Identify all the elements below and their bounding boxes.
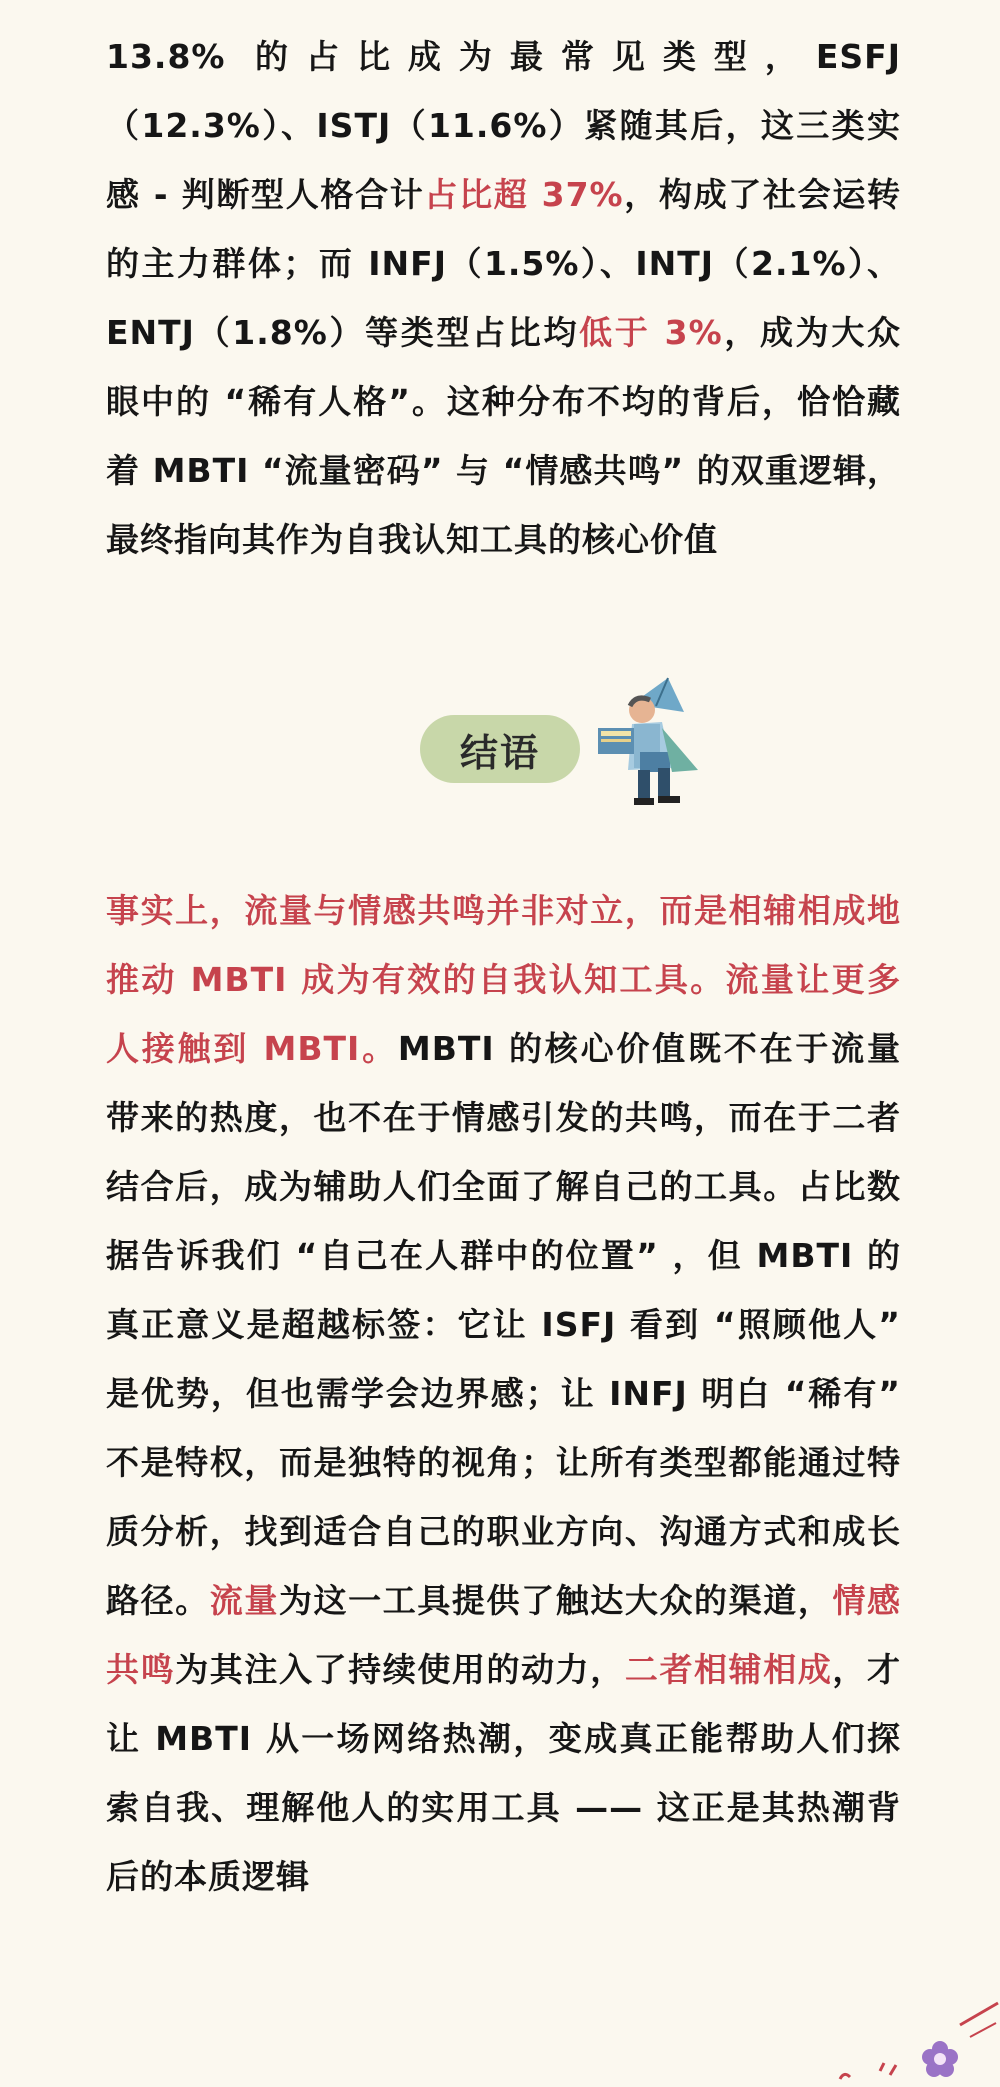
highlight-segment: 低于 3% [579,313,723,352]
conclusion-paragraph [106,876,901,1911]
text-segment: 为这一工具提供了触达大众的渠道， [278,1581,833,1620]
text-segment: ，构成了社会运转的主力群体；而 INFJ（1.5%）、INTJ（2.1%）、ENTJ（1.8%）等类型占比均 [106,175,902,352]
intro-paragraph [106,22,901,574]
text-segment: ，才让 MBTI 从一场网络热潮，变成真正能帮助人们探索自我、理解他人的实用工具 —— 这正是其热潮背后的本质逻辑 [106,1650,902,1896]
text-segment: 为其注入了持续使用的动力， [175,1650,625,1689]
section-heading-pill [420,715,580,783]
highlight-segment: 事实上，流量与情感共鸣并非对立，而是相辅相成地推动 MBTI 成为有效的自我认知工具。流量让更多人接触到 MBTI。 [106,891,901,1068]
flower-doodle-icon [820,1967,1000,2087]
text-segment: MBTI 的核心价值既不在于流量带来的热度，也不在于情感引发的共鸣，而在于二者结合后，成为辅助人们全面了解自己的工具。占比数据告诉我们 “自己在人群中的位置” ，但 MBTI 的真正意义是超越标签：它让 ISFJ 看到 “照顾他人” 是优势，但也需学会边界感；让 INFJ 明白 “稀有” 不是特权，而是独特的视角；让所有类型都能通过特质分析，找到适合自己的职业方向、沟通方式和成长路径。 [106,1029,901,1620]
text-segment: ，成为大众眼中的 “稀有人格”。这种分布不均的背后，恰恰藏着 MBTI “流量密码” 与 “情感共鸣” 的双重逻辑，最终指向其作为自我认知工具的核心价值 [106,313,901,559]
highlight-segment: 流量 [209,1581,279,1620]
text-segment: 13.8% 的占比成为最常见类型，ESFJ（12.3%）、ISTJ（11.6%）紧随其后，这三类实感 - 判断型人格合计 [106,37,901,214]
section-heading: 结语 [459,730,540,775]
highlight-segment: 情感共鸣 [106,1581,902,1689]
highlight-segment: 占比超 37% [424,175,624,214]
cropped-text-line [100,0,900,6]
reading-person-icon [580,672,730,812]
highlight-segment: 二者相辅相成 [624,1650,833,1689]
